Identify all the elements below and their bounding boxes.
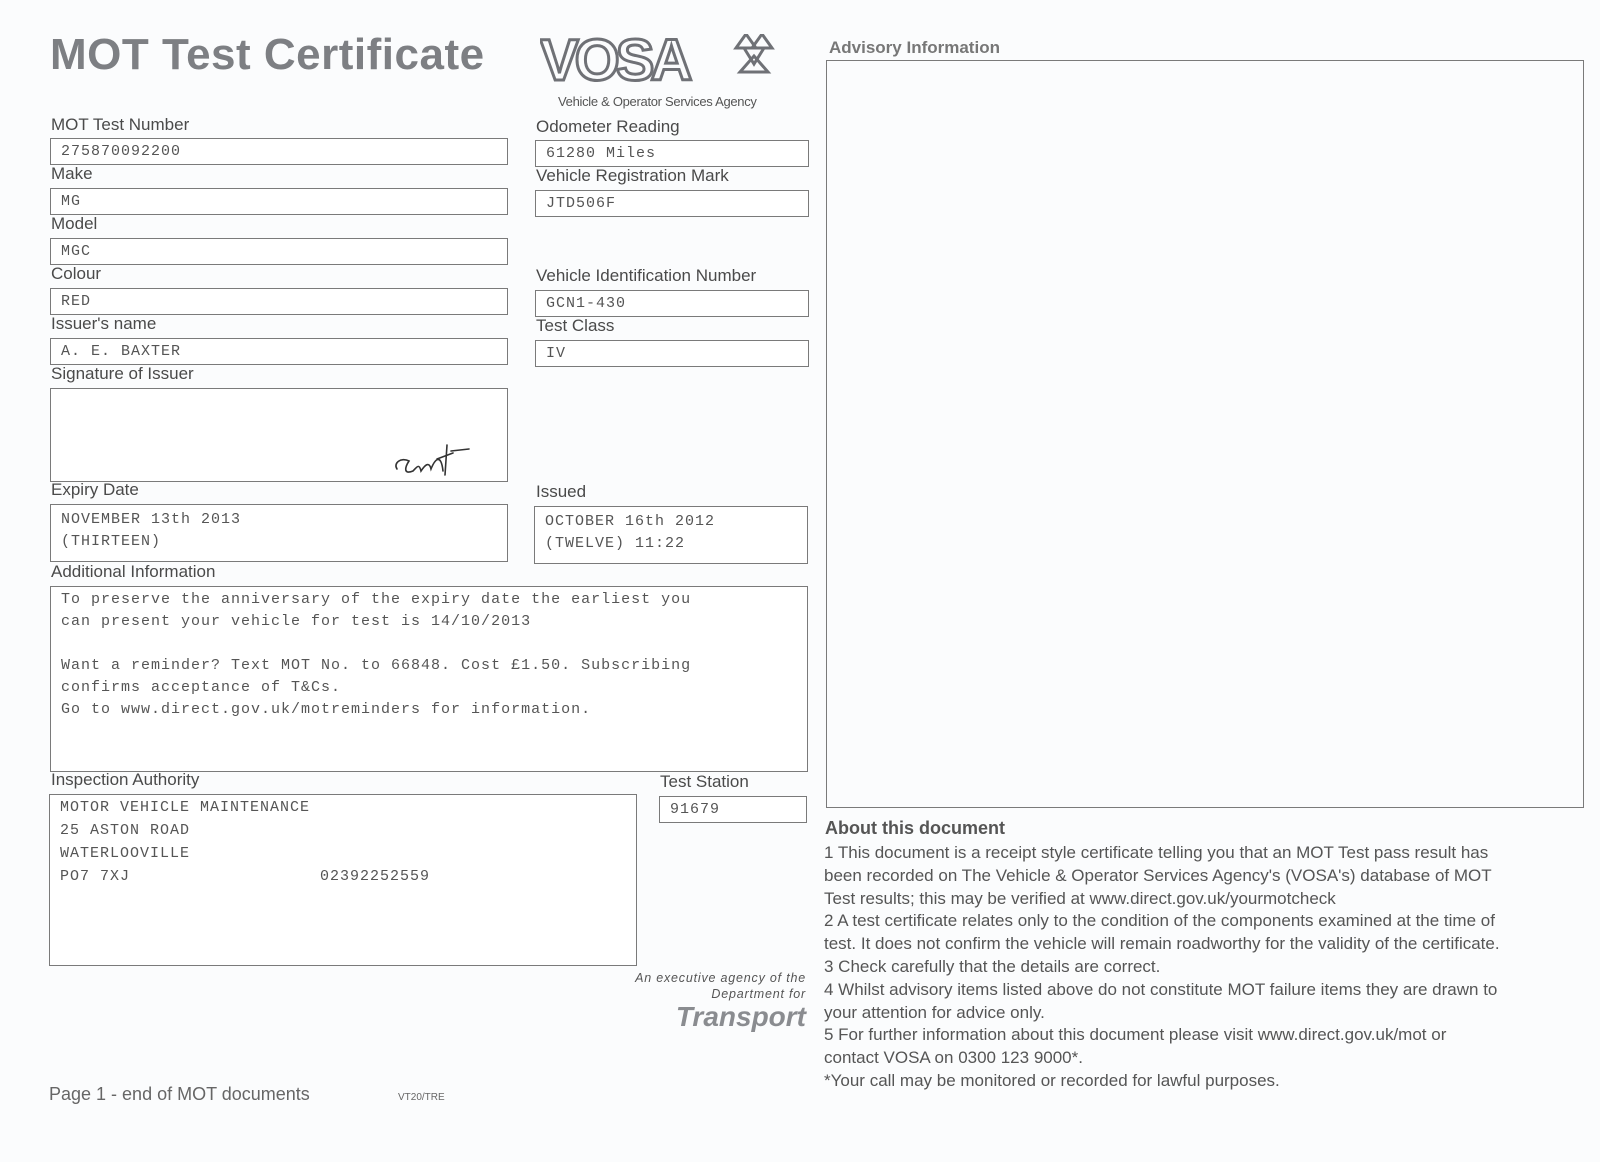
about-line: 1 This document is a receipt style certificate telling you that an MOT Test pass result has (824, 843, 1489, 862)
about-line: your attention for advice only. (824, 1002, 1045, 1022)
test-number-label: MOT Test Number (51, 115, 190, 134)
model-label: Model (51, 214, 98, 233)
odometer-field: 61280 Miles (535, 140, 809, 167)
about-line: Test results; this may be verified at www.direct.gov.uk/yourmotcheck (824, 888, 1336, 908)
agency-name: Vehicle & Operator Services Agency (558, 94, 757, 109)
issued-field: OCTOBER 16th 2012 (TWELVE) 11:22 (534, 506, 808, 564)
triangles-icon (736, 34, 772, 72)
dft-logo (590, 970, 806, 1032)
page-footer-text: Page 1 - end of MOT documents (49, 1084, 310, 1104)
colour-label: Colour (51, 264, 102, 283)
signature-field (50, 388, 508, 482)
dft-agency-line: An executive agency of the (635, 971, 806, 985)
about-line: been recorded on The Vehicle & Operator Services Agency's (VOSA's) database of MOT (824, 865, 1492, 885)
dft-department-line: Department for (711, 987, 806, 1001)
registration-label: Vehicle Registration Mark (536, 166, 729, 185)
expiry-date-field: NOVEMBER 13th 2013 (THIRTEEN) (50, 504, 508, 562)
test-station-field: 91679 (659, 796, 807, 823)
additional-info-label: Additional Information (51, 562, 216, 581)
advisory-box (826, 60, 1584, 808)
about-line: 5 For further information about this document please visit www.direct.gov.uk/mot or (824, 1025, 1447, 1045)
about-line: test. It does not confirm the vehicle will remain roadworthy for the validity of the certificate. (824, 934, 1500, 954)
dft-transport-text: Transport (675, 1001, 806, 1032)
registration-field: JTD506F (535, 190, 809, 217)
make-label: Make (51, 164, 93, 183)
about-line: 2 A test certificate relates only to the condition of the components examined at the time of (824, 911, 1495, 931)
about-text (824, 842, 1594, 1093)
form-code: VT20/TRE (398, 1092, 445, 1103)
about-line: contact VOSA on 0300 123 9000*. (824, 1048, 1083, 1068)
inspection-authority-field: MOTOR VEHICLE MAINTENANCE 25 ASTON ROAD WATERLOOVILLE PO7 7XJ 02392252559 (49, 794, 637, 966)
colour-field: RED (50, 288, 508, 315)
vin-field: GCN1-430 (535, 290, 809, 317)
test-station-label: Test Station (660, 772, 749, 791)
about-title: About this document (825, 818, 1005, 838)
issued-label: Issued (536, 482, 587, 501)
advisory-label: Advisory Information (829, 38, 1000, 57)
make-field: MG (50, 188, 508, 215)
about-line: 3 Check carefully that the details are correct. (824, 956, 1161, 976)
issuer-name-field: A. E. BAXTER (50, 338, 508, 365)
signature-label: Signature of Issuer (51, 364, 194, 383)
expiry-date-label: Expiry Date (51, 480, 139, 499)
test-number-field: 275870092200 (50, 138, 508, 165)
model-field: MGC (50, 238, 508, 265)
about-line: *Your call may be monitored or recorded for lawful purposes. (824, 1070, 1280, 1090)
test-class-label: Test Class (536, 316, 615, 335)
vosa-logo (540, 34, 800, 86)
signature-mark (391, 441, 471, 481)
vosa-logo-text: VOSA (540, 34, 689, 86)
test-class-field: IV (535, 340, 809, 367)
issuer-name-label: Issuer's name (51, 314, 157, 333)
additional-info-field: To preserve the anniversary of the expiry date the earliest you can present your vehicle for test is 14/10/2013 Want a reminder? Text MOT No. to 66848. Cost £1.50. Subscribing confirms acceptance of T&Cs. Go to www.direct.gov.uk/motreminders for information. (50, 586, 808, 772)
vin-label: Vehicle Identification Number (536, 266, 757, 285)
page-title: MOT Test Certificate (50, 30, 485, 79)
inspection-authority-label: Inspection Authority (51, 770, 200, 789)
about-line: 4 Whilst advisory items listed above do not constitute MOT failure items they are drawn to (824, 979, 1498, 999)
odometer-label: Odometer Reading (536, 117, 680, 136)
